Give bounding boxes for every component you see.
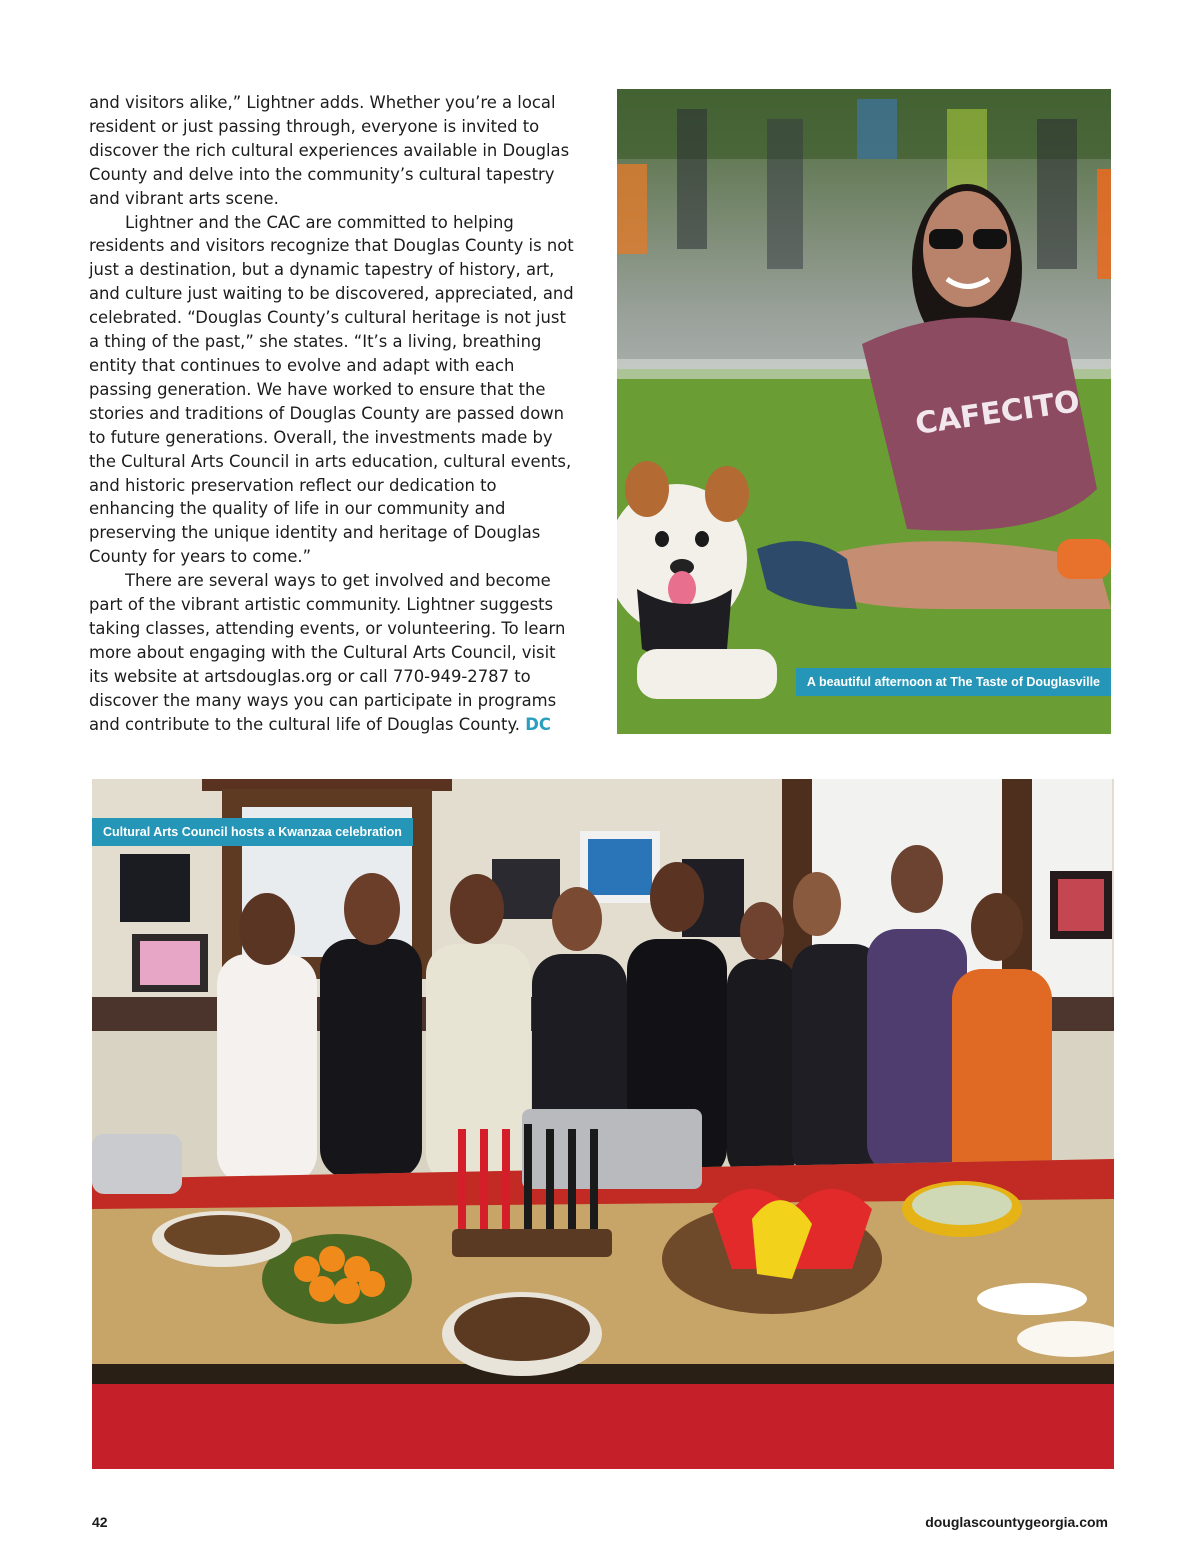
photo-kwanzaa-illustration (92, 779, 1114, 1469)
photo-caption-taste-of-douglasville: A beautiful afternoon at The Taste of Douglasville (796, 668, 1111, 696)
article-paragraph-2: Lightner and the CAC are committed to helping residents and visitors recognize that Douglas County is not just a destination, but a dynamic tapestry of history, art, and culture just waiting to be discovered, appreciated, and celebrated. “Douglas County’s cultural heritage is not just a thing of the past,” she states. “It’s a living, breathing entity that continues to evolve and adapt with each passing generation. We have worked to ensure that the stories and traditions of Douglas County are passed down to future generations. Overall, the investments made by the Cultural Arts Council in arts education, cultural events, and historic preservation reflect our dedication to enhancing the quality of life in our community and preserving the unique identity and heritage of Douglas County for years to come.” (89, 212, 574, 567)
article-paragraph-1: and visitors alike,” Lightner adds. Whether you’re a local resident or just passing through, everyone is invited to discover the rich cultural experiences available in Douglas County and delve into the community’s cultural tapestry and vibrant arts scene. (89, 93, 570, 208)
photo-woman-with-dog (617, 89, 1111, 734)
page-number: 42 (92, 1514, 108, 1530)
photo-woman-with-dog-illustration (617, 89, 1111, 734)
shirt-print-text: CAFECITO (913, 384, 1082, 442)
article-signoff: DC (525, 714, 551, 734)
article-paragraph-3-text: There are several ways to get involved and become part of the vibrant artistic community. Lightner suggests taking classes, attending events, or volunteering. To learn more about engaging with the Cultural Arts Council, visit its website at artsdouglas.org or call 770-949-2787 to discover the many ways you can participate in programs and contribute to the cultural life of Douglas County. (89, 571, 566, 734)
article-body (89, 91, 579, 736)
photo-caption-kwanzaa: Cultural Arts Council hosts a Kwanzaa celebration (92, 818, 413, 846)
article-paragraph-3 (89, 569, 579, 736)
photo-kwanzaa-celebration (92, 779, 1114, 1469)
footer-website: douglascountygeorgia.com (925, 1514, 1108, 1530)
